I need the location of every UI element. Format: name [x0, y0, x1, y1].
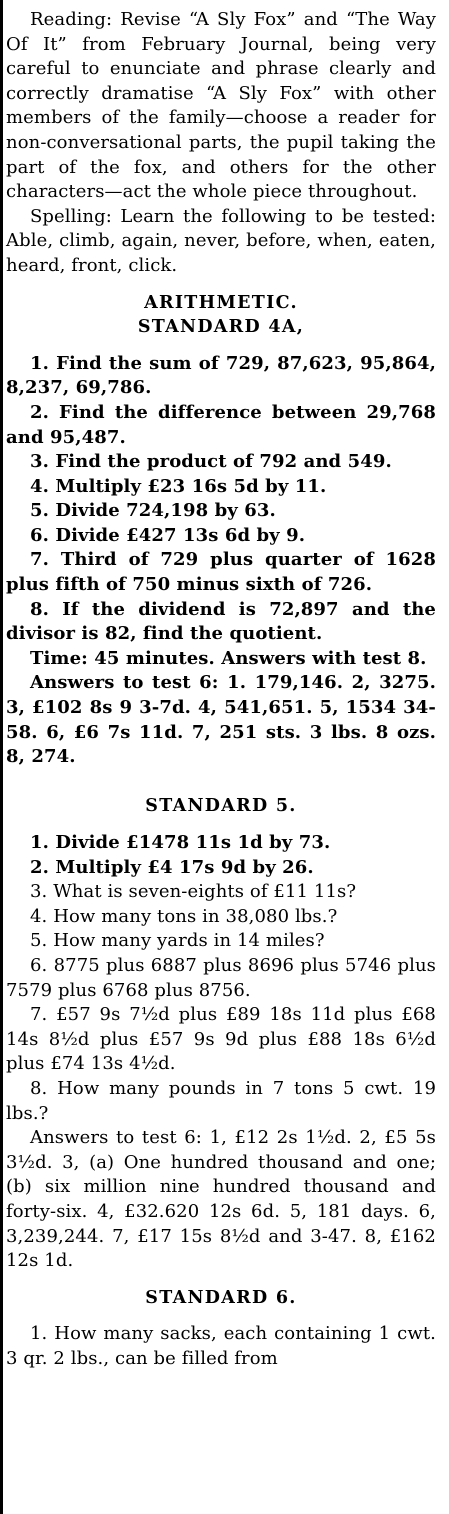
question-item: 6. Divide £427 13s 6d by 9. [30, 524, 306, 546]
standard-4a-questions [6, 352, 436, 647]
standard-6-questions [6, 1322, 436, 1371]
time-note: Time: 45 minutes. Answers with test 8. [30, 647, 427, 669]
question-item: 5. How many yards in 14 miles? [30, 930, 325, 952]
question-item: 5. Divide 724,198 by 63. [30, 500, 276, 522]
newspaper-column [6, 8, 436, 1371]
column-rule [0, 0, 3, 1514]
question-item: 1. Find the sum of 729, 87,623, 95,864, 8,237, 69,786. [6, 352, 436, 399]
answers-paragraph: Answers to test 6: 1. 179,146. 2, 3275. 3, £102 8s 9 3-7d. 4, 541,651. 5, 1534 34-58. 6, £6 7s 11d. 7, 251 sts. 3 lbs. 8 ozs. 8, 274. [6, 672, 436, 768]
reading-paragraph: Reading: Revise “A Sly Fox” and “The Way Of It” from February Journal, being very careful to enunciate and phrase clearly and correctly dramatise “A Sly Fox” with other members of the family—choose a reader for non-conversational parts, the pupil taking the part of the fox, and others for the other characters—act the whole piece throughout. [6, 9, 436, 203]
standard-6-heading: STANDARD 6. [145, 1287, 297, 1308]
question-item: 3. What is seven-eights of £11 11s? [30, 881, 357, 903]
question-item: 8. How many pounds in 7 tons 5 cwt. 19 lbs.? [6, 1077, 436, 1124]
question-item: 2. Find the difference between 29,768 and 95,487. [6, 401, 436, 448]
arithmetic-heading: ARITHMETIC. [144, 292, 298, 313]
question-item: 7. Third of 729 plus quarter of 1628 plus fifth of 750 minus sixth of 726. [6, 549, 436, 596]
standard-4a-heading: STANDARD 4A, [137, 317, 305, 338]
question-item: 7. £57 9s 7½d plus £89 18s 11d plus £68 14s 8½d plus £57 9s 9d plus £88 18s 6½d plus £74 13s 4½d. [6, 1004, 436, 1075]
standard-5-heading: STANDARD 5. [145, 796, 297, 817]
standard-5-questions [6, 831, 436, 1126]
question-item: 4. Multiply £23 16s 5d by 11. [30, 475, 327, 497]
question-item: 1. How many sacks, each containing 1 cwt. 3 qr. 2 lbs., can be filled from [6, 1323, 436, 1369]
question-item: 3. Find the product of 792 and 549. [30, 451, 392, 473]
question-item: 2. Multiply £4 17s 9d by 26. [30, 856, 314, 878]
answers-paragraph: Answers to test 6: 1, £12 2s 1½d. 2, £5 5s 3½d. 3, (a) One hundred thousand and one; (b) six million nine hundred thousand and forty-six. 4, £32.620 12s 6d. 5, 181 days. 6, 3,239,244. 7, £17 15s 8½d and 3-47. 8, £162 12s 1d. [6, 1127, 436, 1272]
question-item: 4. How many tons in 38,080 lbs.? [30, 905, 338, 927]
question-item: 8. If the dividend is 72,897 and the divisor is 82, find the quotient. [6, 598, 436, 645]
question-item: 1. Divide £1478 11s 1d by 73. [30, 832, 331, 853]
question-item: 6. 8775 plus 6887 plus 8696 plus 5746 plus 7579 plus 6768 plus 8756. [6, 954, 436, 1001]
spelling-paragraph: Spelling: Learn the following to be tested: Able, climb, again, never, before, when, eaten, heard, front, click. [6, 205, 436, 276]
